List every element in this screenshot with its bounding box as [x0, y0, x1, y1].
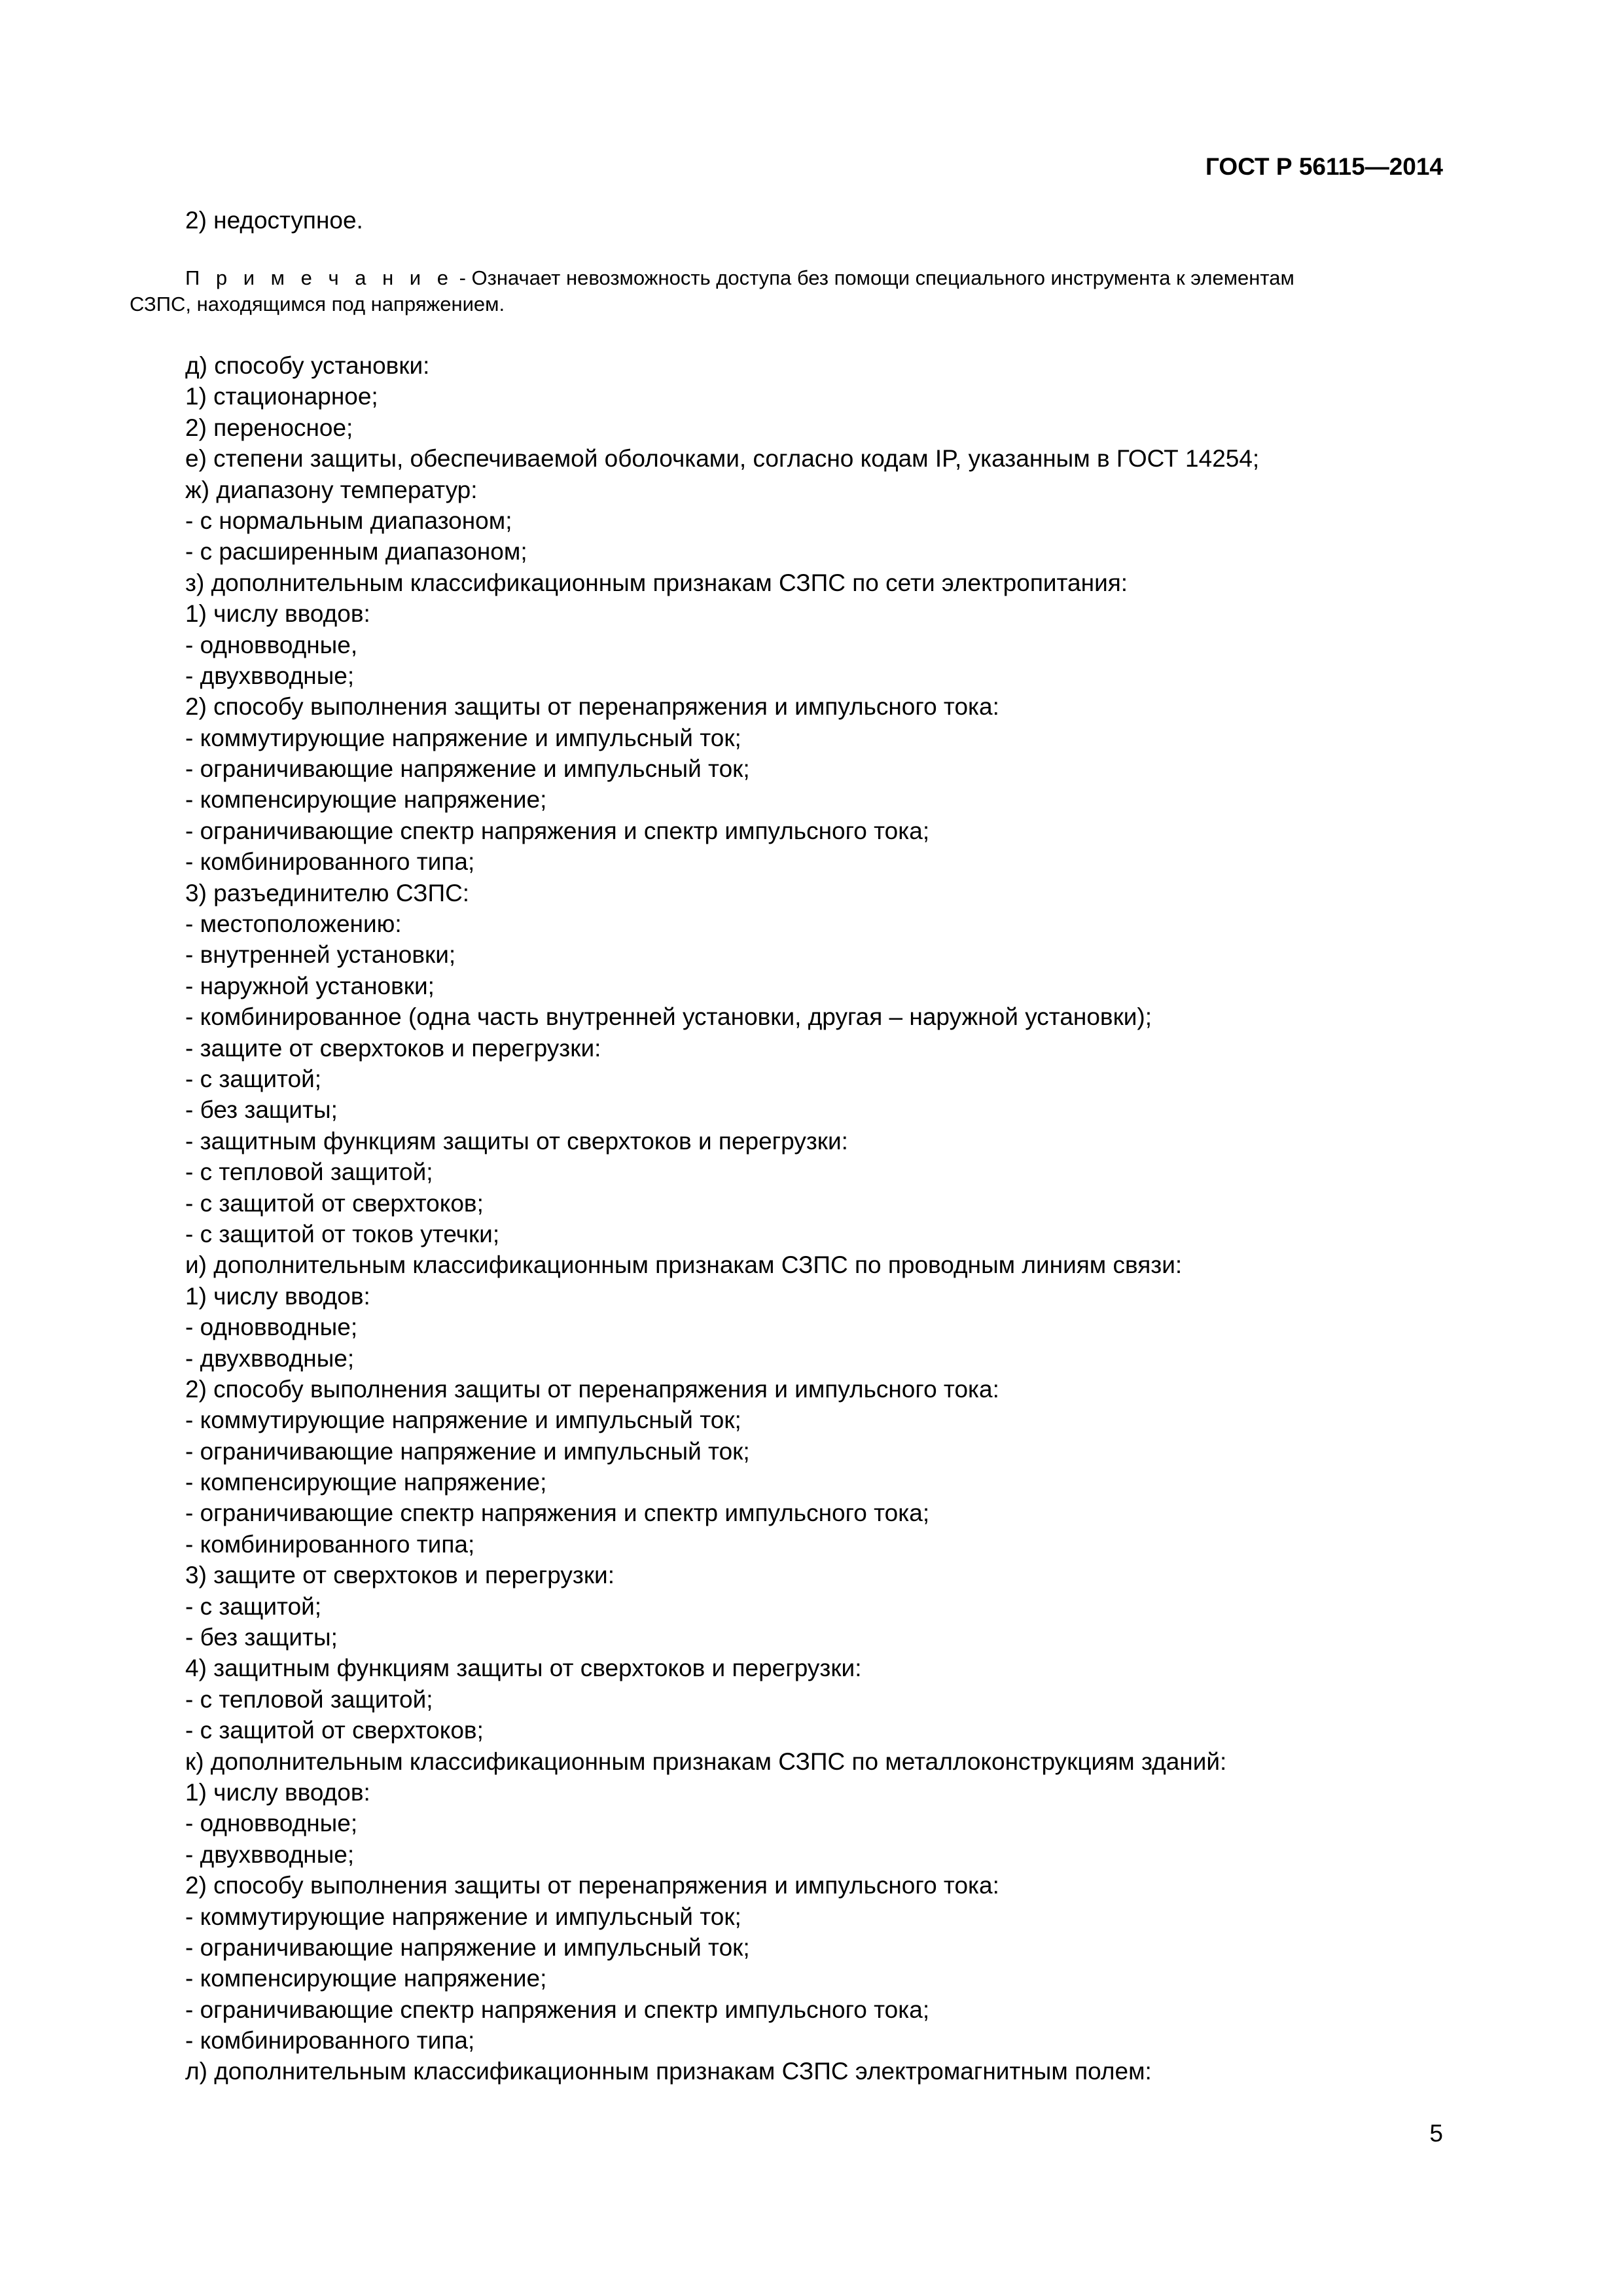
list-line: 2) способу выполнения защиты от перенапряжения и импульсного тока: [185, 693, 999, 721]
list-line: 2) способу выполнения защиты от перенапряжения и импульсного тока: [185, 1375, 999, 1403]
list-line: - одновводные; [185, 1314, 358, 1341]
page-number: 5 [1429, 2120, 1443, 2147]
list-line: - компенсирующие напряжение; [185, 1965, 547, 1992]
list-line: - компенсирующие напряжение; [185, 786, 547, 814]
list-line: - комбинированного типа; [185, 2027, 475, 2054]
list-line: - без защиты; [185, 1096, 338, 1124]
list-line: - ограничивающие спектр напряжения и спектр импульсного тока; [185, 1996, 930, 2023]
list-line: 4) защитным функциям защиты от сверхтоков и перегрузки: [185, 1655, 862, 1682]
list-line: - с нормальным диапазоном; [185, 507, 512, 534]
list-line: ж) диапазону температур: [185, 476, 478, 503]
list-line: з) дополнительным классификационным признакам СЗПС по сети электропитания: [185, 569, 1128, 596]
note-block [130, 265, 1445, 317]
list-line: - ограничивающие напряжение и импульсный ток; [185, 755, 750, 783]
list-line: 1) числу вводов: [185, 1282, 370, 1310]
list-line: - коммутирующие напряжение и импульсный ток; [185, 1903, 741, 1930]
list-line: - комбинированного типа; [185, 1530, 475, 1558]
list-line: д) способу установки: [185, 352, 430, 379]
list-line: - с расширенным диапазоном; [185, 538, 527, 565]
classification-list [185, 350, 1468, 2087]
list-line: - без защиты; [185, 1624, 338, 1651]
list-line: е) степени защиты, обеспечиваемой оболочками, согласно кодам IP, указанным в ГОСТ 14254; [185, 445, 1260, 473]
list-line: - двухвводные; [185, 1840, 355, 1868]
list-line: - с защитой от токов утечки; [185, 1220, 500, 1247]
list-line: - коммутирующие напряжение и импульсный ток; [185, 1407, 741, 1434]
note-first-line [130, 265, 1445, 291]
note-text-line1: - Означает невозможность доступа без помощи специального инструмента к элементам [453, 266, 1294, 289]
list-line: - местоположению: [185, 910, 402, 938]
list-line: к) дополнительным классификационным признакам СЗПС по металлоконструкциям зданий: [185, 1748, 1227, 1775]
list-line: - с тепловой защитой; [185, 1685, 433, 1713]
list-line: - комбинированное (одна часть внутренней установки, другая – наружной установки); [185, 1003, 1152, 1031]
list-line: 1) числу вводов: [185, 1778, 370, 1806]
note-label: П р и м е ч а н и е [185, 266, 454, 289]
list-line: - с защитой; [185, 1065, 322, 1092]
note-text-line2: СЗПС, находящимся под напряжением. [130, 293, 505, 315]
list-line: - с защитой; [185, 1592, 322, 1620]
list-line: - ограничивающие напряжение и импульсный ток; [185, 1437, 750, 1465]
list-line: - компенсирующие напряжение; [185, 1469, 547, 1496]
standard-designation: ГОСТ Р 56115—2014 [1205, 153, 1443, 180]
list-line: - ограничивающие напряжение и импульсный ток; [185, 1933, 750, 1961]
list-line: - с защитой от сверхтоков; [185, 1189, 484, 1217]
list-line: 2) переносное; [185, 414, 353, 441]
list-line: - двухвводные; [185, 1344, 355, 1372]
list-line: - ограничивающие спектр напряжения и спектр импульсного тока; [185, 1499, 930, 1527]
list-line: 1) числу вводов: [185, 600, 370, 628]
list-line: - наружной установки; [185, 972, 435, 999]
list-line: 3) разъединителю СЗПС: [185, 879, 470, 906]
list-line: - одновводные; [185, 1810, 358, 1837]
list-line: - коммутирующие напряжение и импульсный ток; [185, 724, 741, 751]
list-item-inaccessible: 2) недоступное. [185, 207, 363, 234]
list-line: - ограничивающие спектр напряжения и спектр импульсного тока; [185, 817, 930, 844]
list-line: - внутренней установки; [185, 941, 456, 969]
list-line: - защитным функциям защиты от сверхтоков и перегрузки: [185, 1127, 848, 1155]
list-line: 3) защите от сверхтоков и перегрузки: [185, 1562, 615, 1589]
list-line: - с тепловой защитой; [185, 1158, 433, 1186]
list-line: 1) стационарное; [185, 383, 378, 410]
list-line: - одновводные, [185, 631, 358, 658]
list-line: - с защитой от сверхтоков; [185, 1717, 484, 1744]
list-line: 2) способу выполнения защиты от перенапряжения и импульсного тока: [185, 1872, 999, 1899]
list-line: - двухвводные; [185, 662, 355, 689]
list-line: л) дополнительным классификационным признакам СЗПС электромагнитным полем: [185, 2058, 1152, 2085]
list-line: и) дополнительным классификационным признакам СЗПС по проводным линиям связи: [185, 1251, 1183, 1279]
list-line: - комбинированного типа; [185, 848, 475, 876]
list-line: - защите от сверхтоков и перегрузки: [185, 1034, 601, 1062]
